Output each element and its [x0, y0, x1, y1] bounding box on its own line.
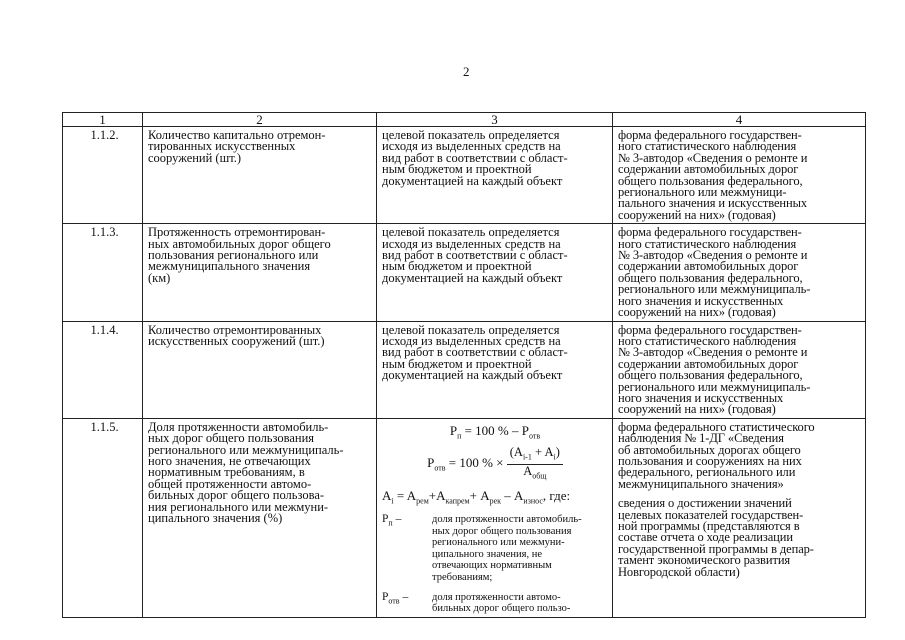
text-line: тамент экономического развития — [618, 553, 791, 568]
text-line: регионального или межмуни- — [432, 537, 565, 549]
formula-fraction — [507, 446, 563, 482]
formula-subscript: рек — [489, 496, 502, 506]
text-line: целевой показатель определяется — [382, 128, 560, 142]
text-line: искусственных сооружений (шт.) — [148, 333, 325, 348]
formula-subscript: общ — [532, 471, 547, 481]
text-line: пального значения и искусственных — [618, 196, 808, 211]
text-line: ного значения и искусственных — [618, 293, 784, 308]
text-line: наблюдения № 1-ДГ «Сведения — [618, 431, 784, 446]
formula-subscript: i-1 — [522, 452, 532, 462]
text-line: содержании автомобильных дорог — [618, 356, 799, 371]
text-line: форма федерального государствен- — [618, 225, 802, 240]
text-line: Новгородской области) — [618, 564, 740, 579]
text-line: общей протяженности автомо- — [148, 476, 312, 491]
formula-symbol: P — [382, 512, 389, 525]
indicator-name — [143, 127, 377, 224]
text-line: ного статистического наблюдения — [618, 139, 797, 154]
header-col-2: 2 — [143, 113, 377, 127]
header-row — [63, 113, 866, 127]
indicator-name — [143, 418, 377, 617]
text-line: доля протяженности автомо- — [432, 591, 561, 603]
text-line: межмуниципального значения» — [618, 476, 784, 491]
text-line: документацией на каждый объект — [382, 173, 563, 188]
text-line: федерального, регионального или — [618, 465, 796, 480]
text-line: регионального или межмуниципаль- — [148, 442, 344, 457]
formula-subscript: п — [388, 518, 393, 528]
formula-subscript: i — [391, 496, 394, 506]
text-line: ных дорог общего пользования — [148, 431, 315, 446]
text-line: требованиям; — [432, 571, 493, 583]
text-line: № 3-автодор «Сведения о ремонте и — [618, 248, 808, 263]
text-line: ципального значения, не — [432, 548, 542, 560]
text-line: Количество отремонтированных — [148, 322, 322, 337]
text-line: сведения о достижении значений — [618, 496, 792, 511]
text-line: целевой показатель определяется — [382, 322, 560, 337]
formula-subscript: капрем — [445, 496, 470, 506]
formula-text: , где: — [542, 488, 571, 504]
text-line: исходя из выделенных средств на — [382, 236, 561, 251]
text-line: межмуниципального значения — [148, 259, 311, 274]
definition-pn — [382, 514, 608, 584]
formula-potv — [382, 446, 608, 482]
text-line: ных дорог общего пользования — [432, 525, 572, 537]
text-line: Доля протяженности автомобиль- — [148, 419, 329, 434]
calculation-method — [377, 418, 613, 617]
formula-text: – A — [501, 488, 524, 504]
text-line: ного значения, не отвечающих — [148, 453, 311, 468]
header-col-1: 1 — [63, 113, 143, 127]
formula-symbol: P — [449, 422, 458, 438]
table-row — [63, 418, 866, 617]
formula-subscript: износ — [523, 496, 543, 506]
text-line: тированных искусственных — [148, 139, 296, 154]
text-line: сооружений на них» (годовая) — [618, 305, 776, 320]
formula-text: = 100 % × — [445, 455, 507, 471]
text-line: регионального или межмуниципаль- — [618, 282, 811, 297]
page-number: 2 — [463, 64, 470, 79]
text-line: пользования и сооружениях на них — [618, 453, 802, 468]
formula-text: (A — [509, 445, 523, 460]
indicator-name — [143, 321, 377, 418]
formula-text: – — [392, 512, 402, 525]
text-line: сооружений на них» (годовая) — [618, 207, 776, 222]
text-line: бильных дорог общего пользова- — [148, 488, 325, 503]
calculation-method — [377, 224, 613, 321]
text-line: сооружений на них» (годовая) — [618, 402, 776, 417]
text-line: целевых показателей государствен- — [618, 507, 804, 522]
table-row — [63, 321, 866, 418]
text-line: № 3-автодор «Сведения о ремонте и — [618, 150, 808, 165]
text-line: целевой показатель определяется — [382, 225, 560, 240]
text-line: регионального или межмуници- — [618, 185, 787, 200]
data-source — [613, 321, 866, 418]
text-line: содержании автомобильных дорог — [618, 259, 799, 274]
formula-subscript: отв — [388, 595, 400, 605]
formula-text: ) — [555, 445, 560, 460]
indicator-name — [143, 224, 377, 321]
formula-text: + A — [469, 488, 490, 504]
formula-text: = A — [393, 488, 417, 504]
text-line: ния регионального или межмуни- — [148, 499, 329, 514]
text-line: ным бюджетом и проектной — [382, 162, 532, 177]
row-number: 1.1.4. — [63, 321, 143, 418]
formula-subscript: отв — [434, 463, 446, 473]
text-line: вид работ в соответствии с област- — [382, 150, 568, 165]
text-line: Количество капитально отремон- — [148, 128, 326, 142]
text-line: общего пользования федерального, — [618, 368, 803, 383]
formula-subscript: п — [457, 431, 462, 441]
text-line: ного статистического наблюдения — [618, 236, 797, 251]
definition-symbol — [382, 514, 432, 584]
definition-text — [432, 514, 608, 584]
table-row — [63, 224, 866, 321]
text-line: бильных дорог общего пользо- — [432, 603, 571, 615]
text-line: государственной программы в депар- — [618, 541, 814, 556]
header-col-3: 3 — [377, 113, 613, 127]
text-line: пользования регионального или — [148, 248, 319, 263]
text-line: Протяженность отремонтирован- — [148, 225, 326, 240]
text-line: № 3-автодор «Сведения о ремонте и — [618, 345, 808, 360]
formula-ai — [382, 488, 608, 509]
text-line: форма федерального государствен- — [618, 128, 802, 142]
definition-potv — [382, 592, 608, 615]
text-line: форма федерального государствен- — [618, 322, 802, 337]
text-line: документацией на каждый объект — [382, 368, 563, 383]
calculation-method — [377, 127, 613, 224]
data-source — [613, 224, 866, 321]
text-line: ных автомобильных дорог общего — [148, 236, 331, 251]
calculation-method — [377, 321, 613, 418]
row-number: 1.1.3. — [63, 224, 143, 321]
text-line: форма федерального статистического — [618, 419, 815, 434]
fraction-numerator — [507, 446, 563, 465]
text-line: отвечающих нормативным — [432, 560, 552, 572]
header-col-4: 4 — [613, 113, 866, 127]
data-source — [613, 127, 866, 224]
text-line: сооружений (шт.) — [148, 150, 242, 165]
formula-pn — [382, 423, 608, 444]
formula-symbol: P — [427, 455, 435, 471]
indicators-table — [62, 112, 866, 618]
text-line: исходя из выделенных средств на — [382, 333, 561, 348]
text-line: ного значения и искусственных — [618, 390, 784, 405]
formula-text: = 100 % – P — [461, 422, 529, 438]
text-line: об автомобильных дорогах общего — [618, 442, 801, 457]
text-line: ной программы (представляются в — [618, 519, 800, 533]
definition-symbol — [382, 592, 432, 615]
text-line: документацией на каждый объект — [382, 270, 563, 285]
text-line: исходя из выделенных средств на — [382, 139, 561, 154]
definition-text — [432, 592, 608, 615]
text-line: ципального значения (%) — [148, 511, 283, 525]
formula-symbol: A — [523, 463, 533, 478]
fraction-denominator — [507, 465, 563, 483]
data-source — [613, 418, 866, 617]
formula-subscript: рем — [416, 496, 429, 506]
text-line: вид работ в соответствии с област- — [382, 345, 568, 360]
text-line: общего пользования федерального, — [618, 270, 803, 285]
text-line: вид работ в соответствии с област- — [382, 248, 568, 263]
formula-symbol: P — [382, 590, 389, 603]
text-line: (км) — [148, 270, 171, 285]
text-line: доля протяженности автомобиль- — [432, 513, 582, 525]
formula-text: + A — [531, 445, 554, 460]
text-line: составе отчета о ходе реализации — [618, 530, 793, 545]
text-line: содержании автомобильных дорог — [618, 162, 799, 177]
row-number: 1.1.2. — [63, 127, 143, 224]
formula-symbol: A — [382, 488, 392, 504]
text-line: ного статистического наблюдения — [618, 333, 797, 348]
formula-subscript: отв — [528, 431, 541, 441]
text-line: регионального или межмуниципаль- — [618, 379, 811, 394]
text-line: ным бюджетом и проектной — [382, 356, 532, 371]
row-number: 1.1.5. — [63, 418, 143, 617]
text-line: ным бюджетом и проектной — [382, 259, 532, 274]
text-line: общего пользования федерального, — [618, 173, 803, 188]
source-paragraph-2 — [618, 498, 861, 578]
table-row — [63, 127, 866, 224]
formula-text: +A — [428, 488, 446, 504]
text-line: нормативным требованиям, в — [148, 465, 305, 480]
formula-subscript: i — [553, 452, 556, 462]
formula-text: – — [399, 590, 409, 603]
